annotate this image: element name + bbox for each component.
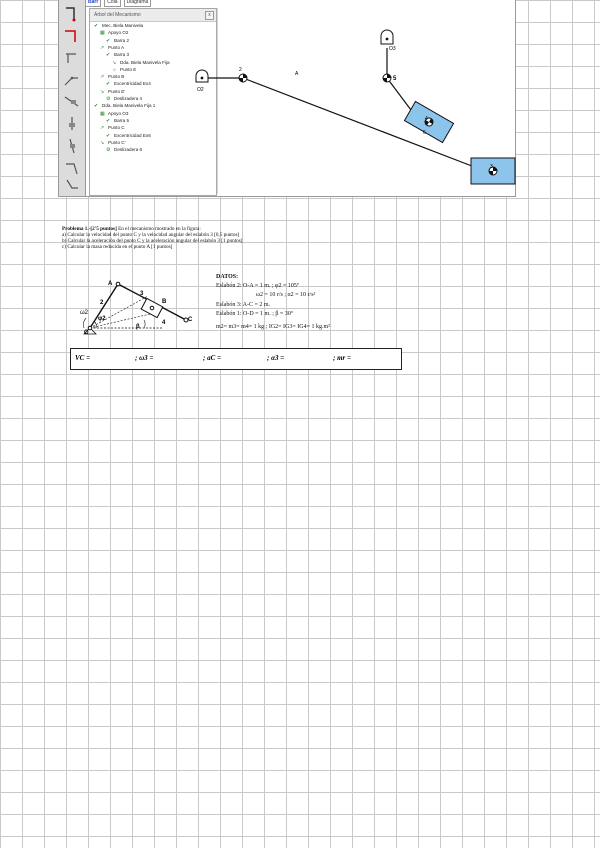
tree-node-icon: ↗: [100, 125, 105, 132]
tree-node-icon: ▦: [100, 110, 105, 117]
label-node-3: 3: [490, 164, 493, 170]
menu-item-diagrama[interactable]: Diagrama: [124, 0, 152, 7]
tree-node-icon: ↘: [100, 139, 105, 146]
figure-label-b: B: [162, 299, 167, 305]
figure-label-2: 2: [100, 300, 104, 306]
tree-item[interactable]: [100, 111, 128, 117]
mechanism-app-window: [58, 0, 516, 197]
tree-node-icon: ✔: [94, 23, 99, 29]
label-node-6: 6: [423, 130, 426, 136]
label-o2: O2: [197, 87, 204, 93]
problem-intro: En el mecanismo mostrado en la figura:: [116, 226, 201, 232]
answer-omega3[interactable]: ; ω3 =: [135, 354, 154, 362]
joint-tool-icon[interactable]: [62, 158, 82, 178]
tree-item[interactable]: [106, 81, 151, 87]
eccentric-tool-icon[interactable]: [62, 136, 82, 156]
slider-block-4[interactable]: [404, 101, 453, 142]
tree-node-icon: ▦: [100, 30, 105, 37]
tree-item[interactable]: [100, 74, 124, 80]
tree-item-label: Excentricidad Ex4: [114, 81, 151, 87]
menu-bar: [85, 0, 151, 7]
tree-node-icon: ↘: [100, 88, 105, 95]
slider-tool-icon[interactable]: [62, 92, 82, 112]
data-link-3: Eslabón 3: A-C = 2 m.: [216, 302, 271, 308]
tree-item-label: Punto A: [108, 44, 125, 50]
tree-item[interactable]: [94, 23, 143, 29]
figure-label-beta: β: [136, 324, 140, 330]
data-masses: m2= m3= m4= 1 kg ; IG2= IG3= IG4= 1 kg.m²: [216, 324, 330, 330]
tree-item[interactable]: [100, 140, 125, 146]
tree-node-icon: ☼: [112, 66, 117, 73]
tree-item-label: Punto C: [108, 125, 125, 131]
tree-item[interactable]: [112, 60, 170, 66]
answer-vc[interactable]: VC =: [75, 354, 91, 362]
mechanism-tree-panel: [89, 8, 217, 196]
data-link-1: Eslabón 1: O-D = 1 m. ; β = 30º: [216, 311, 293, 317]
support-tool-icon[interactable]: [62, 114, 82, 134]
tree-item-label: Excentricidad Ex6: [114, 132, 151, 138]
tree-item-label: Barra 2: [114, 37, 130, 43]
tree-item[interactable]: [106, 96, 142, 102]
tree-item[interactable]: [100, 30, 128, 36]
data-title: DATOS:: [216, 274, 239, 280]
support-o3-icon[interactable]: [381, 30, 393, 44]
tree-item-label: Apoyo O3: [108, 110, 129, 116]
tree-panel-header: [90, 9, 216, 22]
label-node-4: 4: [425, 116, 428, 122]
tree-node-icon: ↗: [100, 74, 105, 81]
answer-ac[interactable]: ; aC =: [203, 354, 221, 362]
bar-tool-icon[interactable]: [62, 48, 82, 68]
tree-node-icon: ✔: [106, 81, 111, 88]
joint-5-icon[interactable]: [383, 74, 391, 82]
figure-label-omega2: ω2: [80, 310, 89, 316]
tree-node-icon: ✔: [106, 117, 111, 124]
support-o2-icon[interactable]: [196, 70, 208, 82]
data-link-2-line-1: Eslabón 2: O-A = 1 m. ; φ2 = 105º: [216, 283, 299, 289]
joint-2-icon[interactable]: [239, 74, 247, 82]
mechanism-figure: [82, 278, 200, 342]
tree-node-icon: ✔: [106, 132, 111, 139]
label-point-a: A: [295, 71, 299, 77]
figure-label-c: C: [188, 317, 193, 323]
data-link-2-line-2: ω2 = 10 r/s ; α2 = 10 r/s²: [256, 292, 316, 298]
figure-label-3: 3: [140, 291, 144, 297]
figure-label-o: O: [84, 330, 89, 336]
tree-item[interactable]: [106, 147, 142, 153]
label-node-5: 5: [393, 76, 397, 82]
problem-title: Problema 1.-[2'5 puntos]: [62, 226, 117, 232]
tree-node-icon: ↘: [112, 59, 117, 66]
crank-tool-icon[interactable]: [62, 70, 82, 90]
tree-node-icon: ✔: [106, 37, 111, 44]
problem-item-b: b) Calcular la aceleración del punto C y la aceleración angular del eslabón 3 [1 puntos]: [62, 238, 243, 244]
answer-box: [70, 348, 402, 370]
tree-item-label: Punto E': [108, 88, 126, 94]
tree-node-icon: ✔: [106, 52, 111, 59]
label-o3: O3: [389, 46, 396, 52]
tree-node-icon: ⚙: [106, 147, 111, 154]
link-tool-icon[interactable]: [62, 4, 82, 24]
tree-item[interactable]: [112, 67, 136, 73]
figure-label-a: A: [108, 281, 113, 287]
problem-item-c: c) Calcular la masa reducida en el punto A [1 puntos]: [62, 244, 173, 250]
tree-item[interactable]: [100, 89, 125, 95]
problem-statement: [62, 226, 412, 250]
slider-block-3[interactable]: [471, 158, 515, 184]
tree-panel-title: Árbol del Mecanismo: [94, 12, 141, 18]
red-link-tool-icon[interactable]: [62, 26, 82, 46]
tree-item-label: Apoyo O2: [108, 30, 129, 36]
mechanism-canvas[interactable]: [197, 8, 513, 194]
answer-alpha3[interactable]: ; α3 =: [267, 354, 285, 362]
tree-node-icon: ⚙: [106, 96, 111, 102]
tree-node-icon: ✔: [94, 103, 99, 110]
tree-item[interactable]: [106, 38, 129, 44]
tree-item-label: Mec. Biela Manivela: [102, 23, 144, 28]
answer-mr[interactable]: ; mr =: [333, 354, 351, 362]
menu-item-cola[interactable]: Cola: [104, 0, 120, 7]
tool-palette: [59, 0, 86, 196]
tree-node-icon: ↗: [100, 44, 105, 51]
tree-item-label: Deslizadera 4: [114, 96, 143, 101]
figure-label-phi2: φ2: [98, 316, 106, 322]
gear-link-tool-icon[interactable]: [62, 176, 82, 196]
close-icon[interactable]: x: [205, 11, 214, 20]
figure-label-4: 4: [162, 320, 166, 326]
tree-item-label: Punto E: [120, 66, 137, 72]
tree-item-label: Barra 3: [114, 52, 130, 58]
tree-item-label: Deslizadera 6: [114, 147, 143, 153]
tree-item-label: Punto B: [108, 74, 125, 80]
tree-item-label: Barra 5: [114, 117, 130, 123]
tree-item[interactable]: [100, 45, 124, 51]
tree-item[interactable]: [106, 133, 151, 139]
label-node-2: 2: [239, 67, 242, 73]
tree-item-label: Punto C': [108, 139, 126, 145]
menu-item-barr[interactable]: Barr: [85, 0, 101, 7]
tree-item-label: Dda. Biela Manivela Fija 1: [102, 103, 156, 109]
tree-item-label: Dda. Biela Manivela Fija: [120, 59, 170, 65]
tree-item[interactable]: [94, 103, 155, 109]
problem-item-a: a) Calcular la velocidad del punto C y la velocidad angular del eslabón 3 [0,5 puntos]: [62, 232, 240, 238]
tree-item[interactable]: [106, 52, 129, 58]
tree-item[interactable]: [100, 125, 125, 131]
tree-item[interactable]: [106, 118, 129, 124]
